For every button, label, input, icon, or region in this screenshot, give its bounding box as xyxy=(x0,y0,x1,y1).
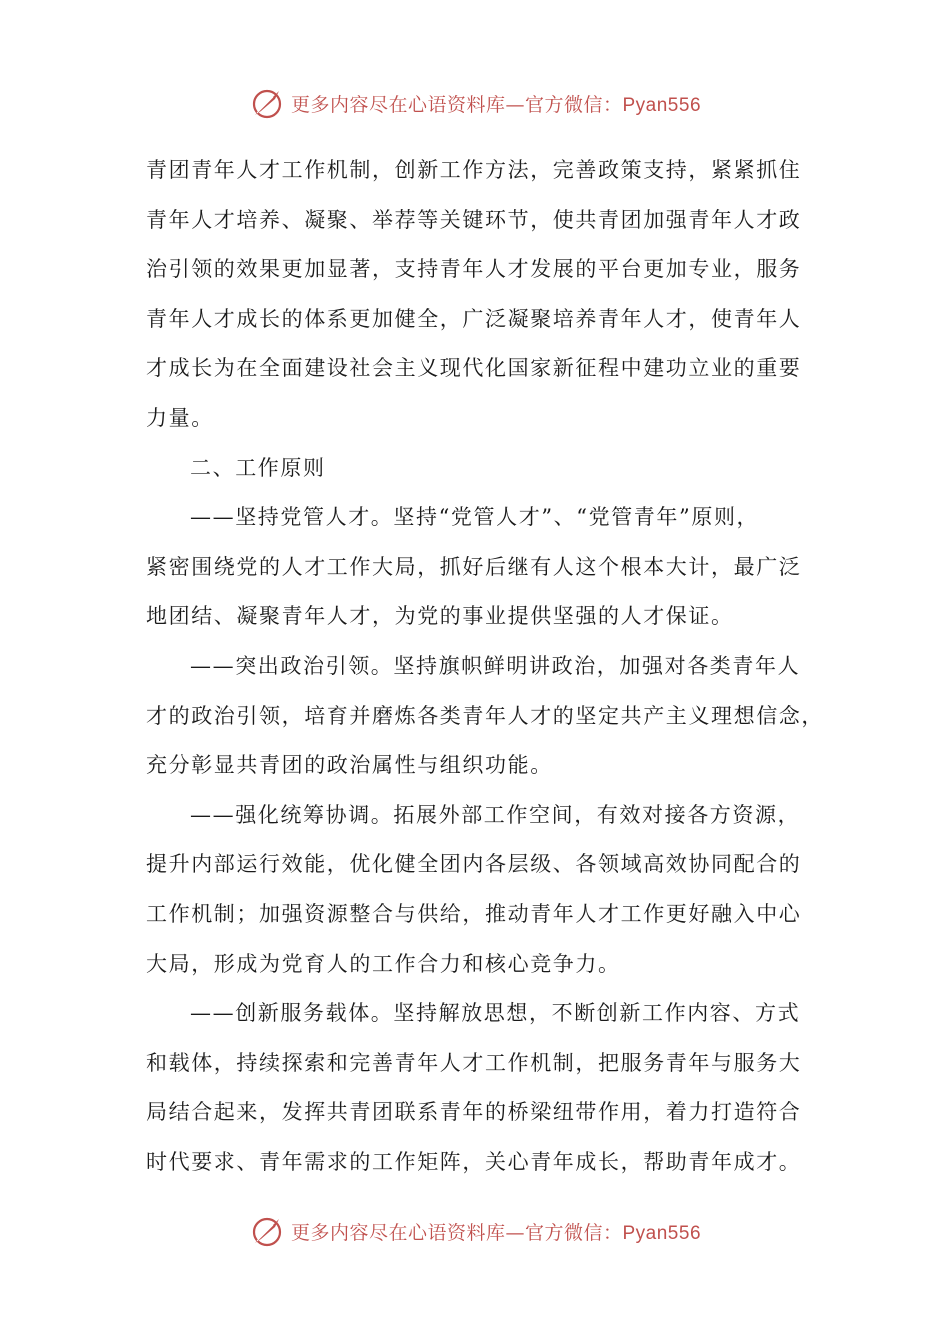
text-line: 治引领的效果更加显著，支持青年人才发展的平台更加专业，服务 xyxy=(146,257,802,282)
text-line: 紧密围绕党的人才工作大局，抓好后继有人这个根本大计，最广泛 xyxy=(146,554,802,579)
text-line: 大局，形成为党育人的工作合力和核心竞争力。 xyxy=(146,951,621,976)
text-line: 青年人才成长的体系更加健全，广泛凝聚培养青年人才，使青年人 xyxy=(146,306,802,331)
watermark-text: 更多内容尽在心语资料库—官方微信：Pyan556 xyxy=(290,1221,702,1244)
text-line: 力量。 xyxy=(146,405,214,430)
text-line: 青年人才培养、凝聚、举荐等关键环节，使共青团加强青年人才政 xyxy=(146,207,802,232)
text-line: ——坚持党管人才。坚持“党管人才”、“党管青年”原则， xyxy=(190,505,760,530)
text-line: 充分彰显共青团的政治属性与组织功能。 xyxy=(146,753,553,778)
text-line: 局结合起来，发挥共青团联系青年的桥梁纽带作用，着力打造符合 xyxy=(146,1100,802,1125)
quill-logo-icon xyxy=(249,85,285,121)
text-line: ——创新服务载体。坚持解放思想，不断创新工作内容、方式 xyxy=(190,1001,801,1026)
text-line: 时代要求、青年需求的工作矩阵，关心青年成长，帮助青年成才。 xyxy=(146,1149,802,1174)
text-line: ——突出政治引领。坚持旗帜鲜明讲政治，加强对各类青年人 xyxy=(190,653,801,678)
text-line: 二、工作原则 xyxy=(190,455,326,480)
watermark-footer xyxy=(0,1211,950,1251)
text-line: 工作机制；加强资源整合与供给，推动青年人才工作更好融入中心 xyxy=(146,901,802,926)
watermark-text: 更多内容尽在心语资料库—官方微信：Pyan556 xyxy=(290,93,702,116)
document-body xyxy=(146,146,824,1187)
text-line: 地团结、凝聚青年人才，为党的事业提供坚强的人才保证。 xyxy=(146,604,734,629)
text-line: 提升内部运行效能，优化健全团内各层级、各领域高效协同配合的 xyxy=(146,852,802,877)
text-line: 和载体，持续探索和完善青年人才工作机制，把服务青年与服务大 xyxy=(146,1050,802,1075)
text-line: 青团青年人才工作机制，创新工作方法，完善政策支持，紧紧抓住 xyxy=(146,158,802,182)
quill-logo-icon xyxy=(249,1213,285,1249)
text-line: ——强化统筹协调。拓展外部工作空间，有效对接各方资源， xyxy=(190,802,801,827)
text-line: 才成长为在全面建设社会主义现代化国家新征程中建功立业的重要 xyxy=(146,356,802,381)
watermark-header xyxy=(0,83,950,123)
text-line: 才的政治引领，培育并磨炼各类青年人才的坚定共产主义理想信念， xyxy=(146,703,824,728)
